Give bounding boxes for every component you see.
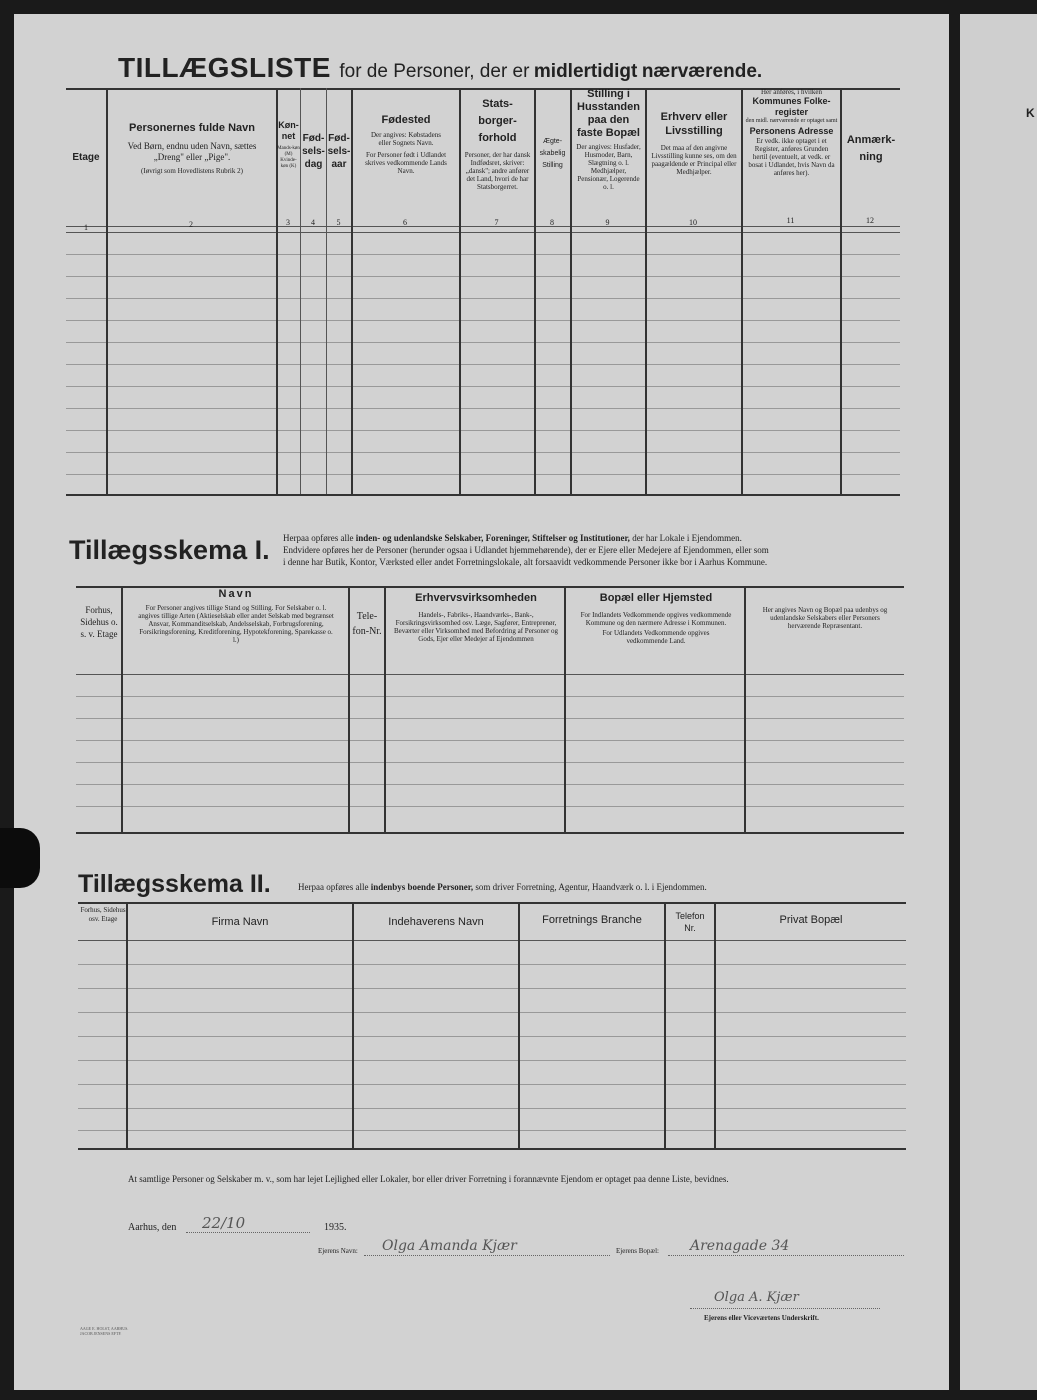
col-foedested-header <box>353 114 459 175</box>
col-navn-title: Personernes fulde Navn <box>129 122 255 134</box>
col-number: 8 <box>550 218 554 227</box>
skema1-col-bopael-sub2: For Udlandets Vedkommende opgives vedkommende Land. <box>602 629 710 645</box>
col-foedselsdag-header: Fød-sels-dag <box>302 133 325 170</box>
owner-address-line <box>668 1255 904 1256</box>
col-erhverv-title: Erhverv eller Livsstilling <box>660 111 728 137</box>
skema2-intro-b: indenbys boende Personer, <box>370 882 474 892</box>
col-etage: Etage <box>72 152 100 163</box>
signature-line <box>690 1308 880 1309</box>
place-label: Aarhus, den <box>128 1222 177 1233</box>
col-navn-note: (Iøvrigt som Hovedlistens Rubrik 2) <box>141 167 243 175</box>
date-line <box>186 1232 310 1233</box>
owner-address-label: Ejerens Bopæl: <box>616 1247 659 1255</box>
skema1-col-telefon: Tele-fon-Nr. <box>352 611 382 637</box>
skema2-col-branche: Forretnings Branche <box>542 914 642 926</box>
binder-clip <box>0 828 40 888</box>
col-statsborger-sub: Personer, der har dansk Indfødsret, skriver: „dansk"; andre anfører det Land, hvori de har Statsborgerret. <box>464 151 531 191</box>
col-erhverv-header <box>647 110 741 176</box>
col-erhverv-sub: Det maa af den angivne Livsstilling kunne ses, om den paagældende er Principal eller Medhjælper. <box>651 144 737 176</box>
skema2-intro-a: Herpaa opføres alle <box>298 882 369 892</box>
skema1-intro-line3: i denne har Butik, Kontor, Værksted eller andet Forretningslokale, alt forsaavidt vedkommende Personer ikke bor i Aarhus Kommune. <box>283 557 768 567</box>
form-page <box>14 14 949 1390</box>
skema1-col-navn-title: Navn <box>218 588 254 600</box>
skema2-col-privat-bopael: Privat Bopæl <box>779 914 843 926</box>
skema1-col-erhverv-title: Erhvervsvirksomheden <box>415 592 537 604</box>
skema1-col-repraesentant: Her angives Navn og Bopæl paa udenbys og udenlandske Selskabers eller Personers herværende Repræsentant. <box>762 606 888 630</box>
title-small: for de Personer, der er <box>339 61 530 82</box>
owner-address-handwritten: Arenagade 34 <box>690 1238 790 1254</box>
skema1-intro-l1a: Herpaa opføres alle <box>283 533 354 543</box>
date-handwritten: 22/10 <box>202 1214 246 1232</box>
col-number: 3 <box>286 218 290 227</box>
skema2-col-indehaver: Indehaverens Navn <box>388 916 484 928</box>
skema2-intro-c: som driver Forretning, Agentur, Haandværk o. l. i Ejendommen. <box>475 882 707 892</box>
col-foedested-title: Fødested <box>381 114 431 126</box>
col-folkeregister-top: Her anføres, i hvilken <box>760 88 823 96</box>
col-foedested-sub2: For Personer født i Udlandet skrives vedkommende Lands Navn. <box>365 151 447 175</box>
year-label: 1935. <box>324 1222 347 1233</box>
owner-name-label: Ejerens Navn: <box>318 1247 358 1255</box>
owner-name-handwritten: Olga Amanda Kjær <box>382 1238 517 1254</box>
skema1-col-erhverv-header <box>388 592 564 643</box>
col-navn-header <box>108 122 276 175</box>
skema2-col-etage: Forhus, Sidehus osv. Etage <box>80 906 126 923</box>
skema1-title: Tillægsskema I. <box>69 535 270 565</box>
adjacent-page <box>960 14 1037 1390</box>
col-foedested-sub1: Der angives: Købstadens eller Sognets Navn. <box>371 131 441 147</box>
col-aegteskab-header: Ægte-skabelig Stilling <box>539 138 566 169</box>
title-bold: midlertidigt <box>533 61 638 82</box>
skema1-intro-line1 <box>283 532 903 544</box>
skema1-col-etage: Forhus, Sidehus o. s. v. Etage <box>80 605 118 639</box>
skema1-col-bopael-title: Bopæl eller Hjemsted <box>599 592 713 604</box>
col-stilling-title: Stilling i Husstanden paa den faste Bopæl <box>577 88 640 139</box>
col-navn-sub: Ved Børn, endnu uden Navn, sættes „Dreng" eller „Pige". <box>127 141 257 162</box>
col-statsborger-title: Stats-borger-forhold <box>478 98 517 144</box>
col-foedselsaar-header: Fød-sels-aar <box>327 133 351 170</box>
col-number: 1 <box>84 223 88 232</box>
adjacent-page-edge-text: K <box>1026 106 1035 120</box>
skema1-col-bopael-header <box>568 592 744 645</box>
title-end: nærværende. <box>641 61 763 82</box>
col-anmaerkning-header: Anmærk-ning <box>846 134 896 163</box>
col-folkeregister-title2: Personens Adresse <box>749 126 834 136</box>
col-number: 6 <box>403 218 407 227</box>
tillaegsliste-title <box>118 52 908 84</box>
col-number: 10 <box>689 218 697 227</box>
skema1-intro-l1b: inden- og udenlandske Selskaber, Foreninger, Stiftelser og Institutioner, <box>355 533 630 543</box>
col-number: 7 <box>494 218 499 227</box>
skema1-col-navn-sub: For Personer angives tillige Stand og Stilling. For Selskaber o. l. angives tillige Arten (Aktieselskab eller andet Selskab med begrænset Ansvar, Kommanditselskab, Andelsselskab, Forbrugsforening, Forsikringsforening, Kreditforening, Hypotekforening, Sparekasse o. l.) <box>138 604 334 644</box>
skema1-col-erhverv-sub: Handels-, Fabriks-, Haandværks-, Bank-, Forsikringsvirksomhed osv. Læge, Sagfører, Entreprenør, Beværter eller Virksomhed med Befordring af Personer og Gods, Ejer eller Medejer af Ejendommen <box>393 611 559 643</box>
col-folkeregister-header <box>743 88 840 177</box>
skema2-intro <box>298 882 908 892</box>
col-number: 9 <box>605 218 610 227</box>
col-number: 4 <box>311 218 315 227</box>
col-folkeregister-mid: den midl. nærværende er optaget samt <box>745 118 838 124</box>
col-stilling-header <box>572 88 645 191</box>
owner-signature-handwritten: Olga A. Kjær <box>714 1290 799 1305</box>
col-number: 5 <box>336 218 341 227</box>
col-folkeregister-title: Kommunes Folke-register <box>752 96 831 117</box>
col-koen-header <box>277 120 300 170</box>
col-stilling-sub: Der angives: Husfader, Husmoder, Barn, Slægtning o. l. Medhjælper, Pensionær, Logerende o. l. <box>576 143 641 191</box>
declaration-text: At samtlige Personer og Selskaber m. v., som har lejet Lejlighed eller Lokaler, bor eller driver Forretning i forannævnte Ejendom er optaget paa denne Liste, bevidnes. <box>128 1174 729 1184</box>
col-statsborger-header <box>461 96 534 191</box>
col-koen-sub: Mands-køn (M) Kvinde-køn (K) <box>277 146 300 169</box>
skema2-col-telefon: Telefon Nr. <box>675 911 705 933</box>
skema1-intro <box>283 532 903 568</box>
printer-imprint: AAGE E. HOLST, AARHUS. JACOB JENSENS EFTF. <box>80 1326 129 1336</box>
skema1-col-bopael-sub1: For Indlandets Vedkommende opgives vedkommende Kommune og den nærmere Adresse i Kommunen. <box>580 611 732 627</box>
signature-label: Ejerens eller Viceværtens Underskrift. <box>704 1314 819 1322</box>
owner-name-line <box>364 1255 610 1256</box>
skema2-title: Tillægsskema II. <box>78 870 271 898</box>
col-koen-title: Køn-net <box>278 120 299 141</box>
skema1-intro-l1c: der har Lokale i Ejendommen. <box>632 533 742 543</box>
skema1-col-navn-header <box>124 588 348 644</box>
skema2-col-firma: Firma Navn <box>211 916 269 928</box>
col-number: 11 <box>786 216 795 225</box>
skema1-intro-line2: Endvidere opføres her de Personer (herunder ogsaa i Udlandet hjemmehørende), der er Ejere eller Medejere af Ejendommen, eller som <box>283 545 769 555</box>
col-folkeregister-sub: Er vedk. ikke optaget i et Register, anføres Grunden hertil (eventuelt, at vedk. er bosat i Udlandet, hvis Navn da anføres her). <box>748 137 835 177</box>
col-number: 12 <box>866 216 874 225</box>
col-number: 2 <box>189 220 193 229</box>
title-big: TILLÆGSLISTE <box>118 52 331 83</box>
